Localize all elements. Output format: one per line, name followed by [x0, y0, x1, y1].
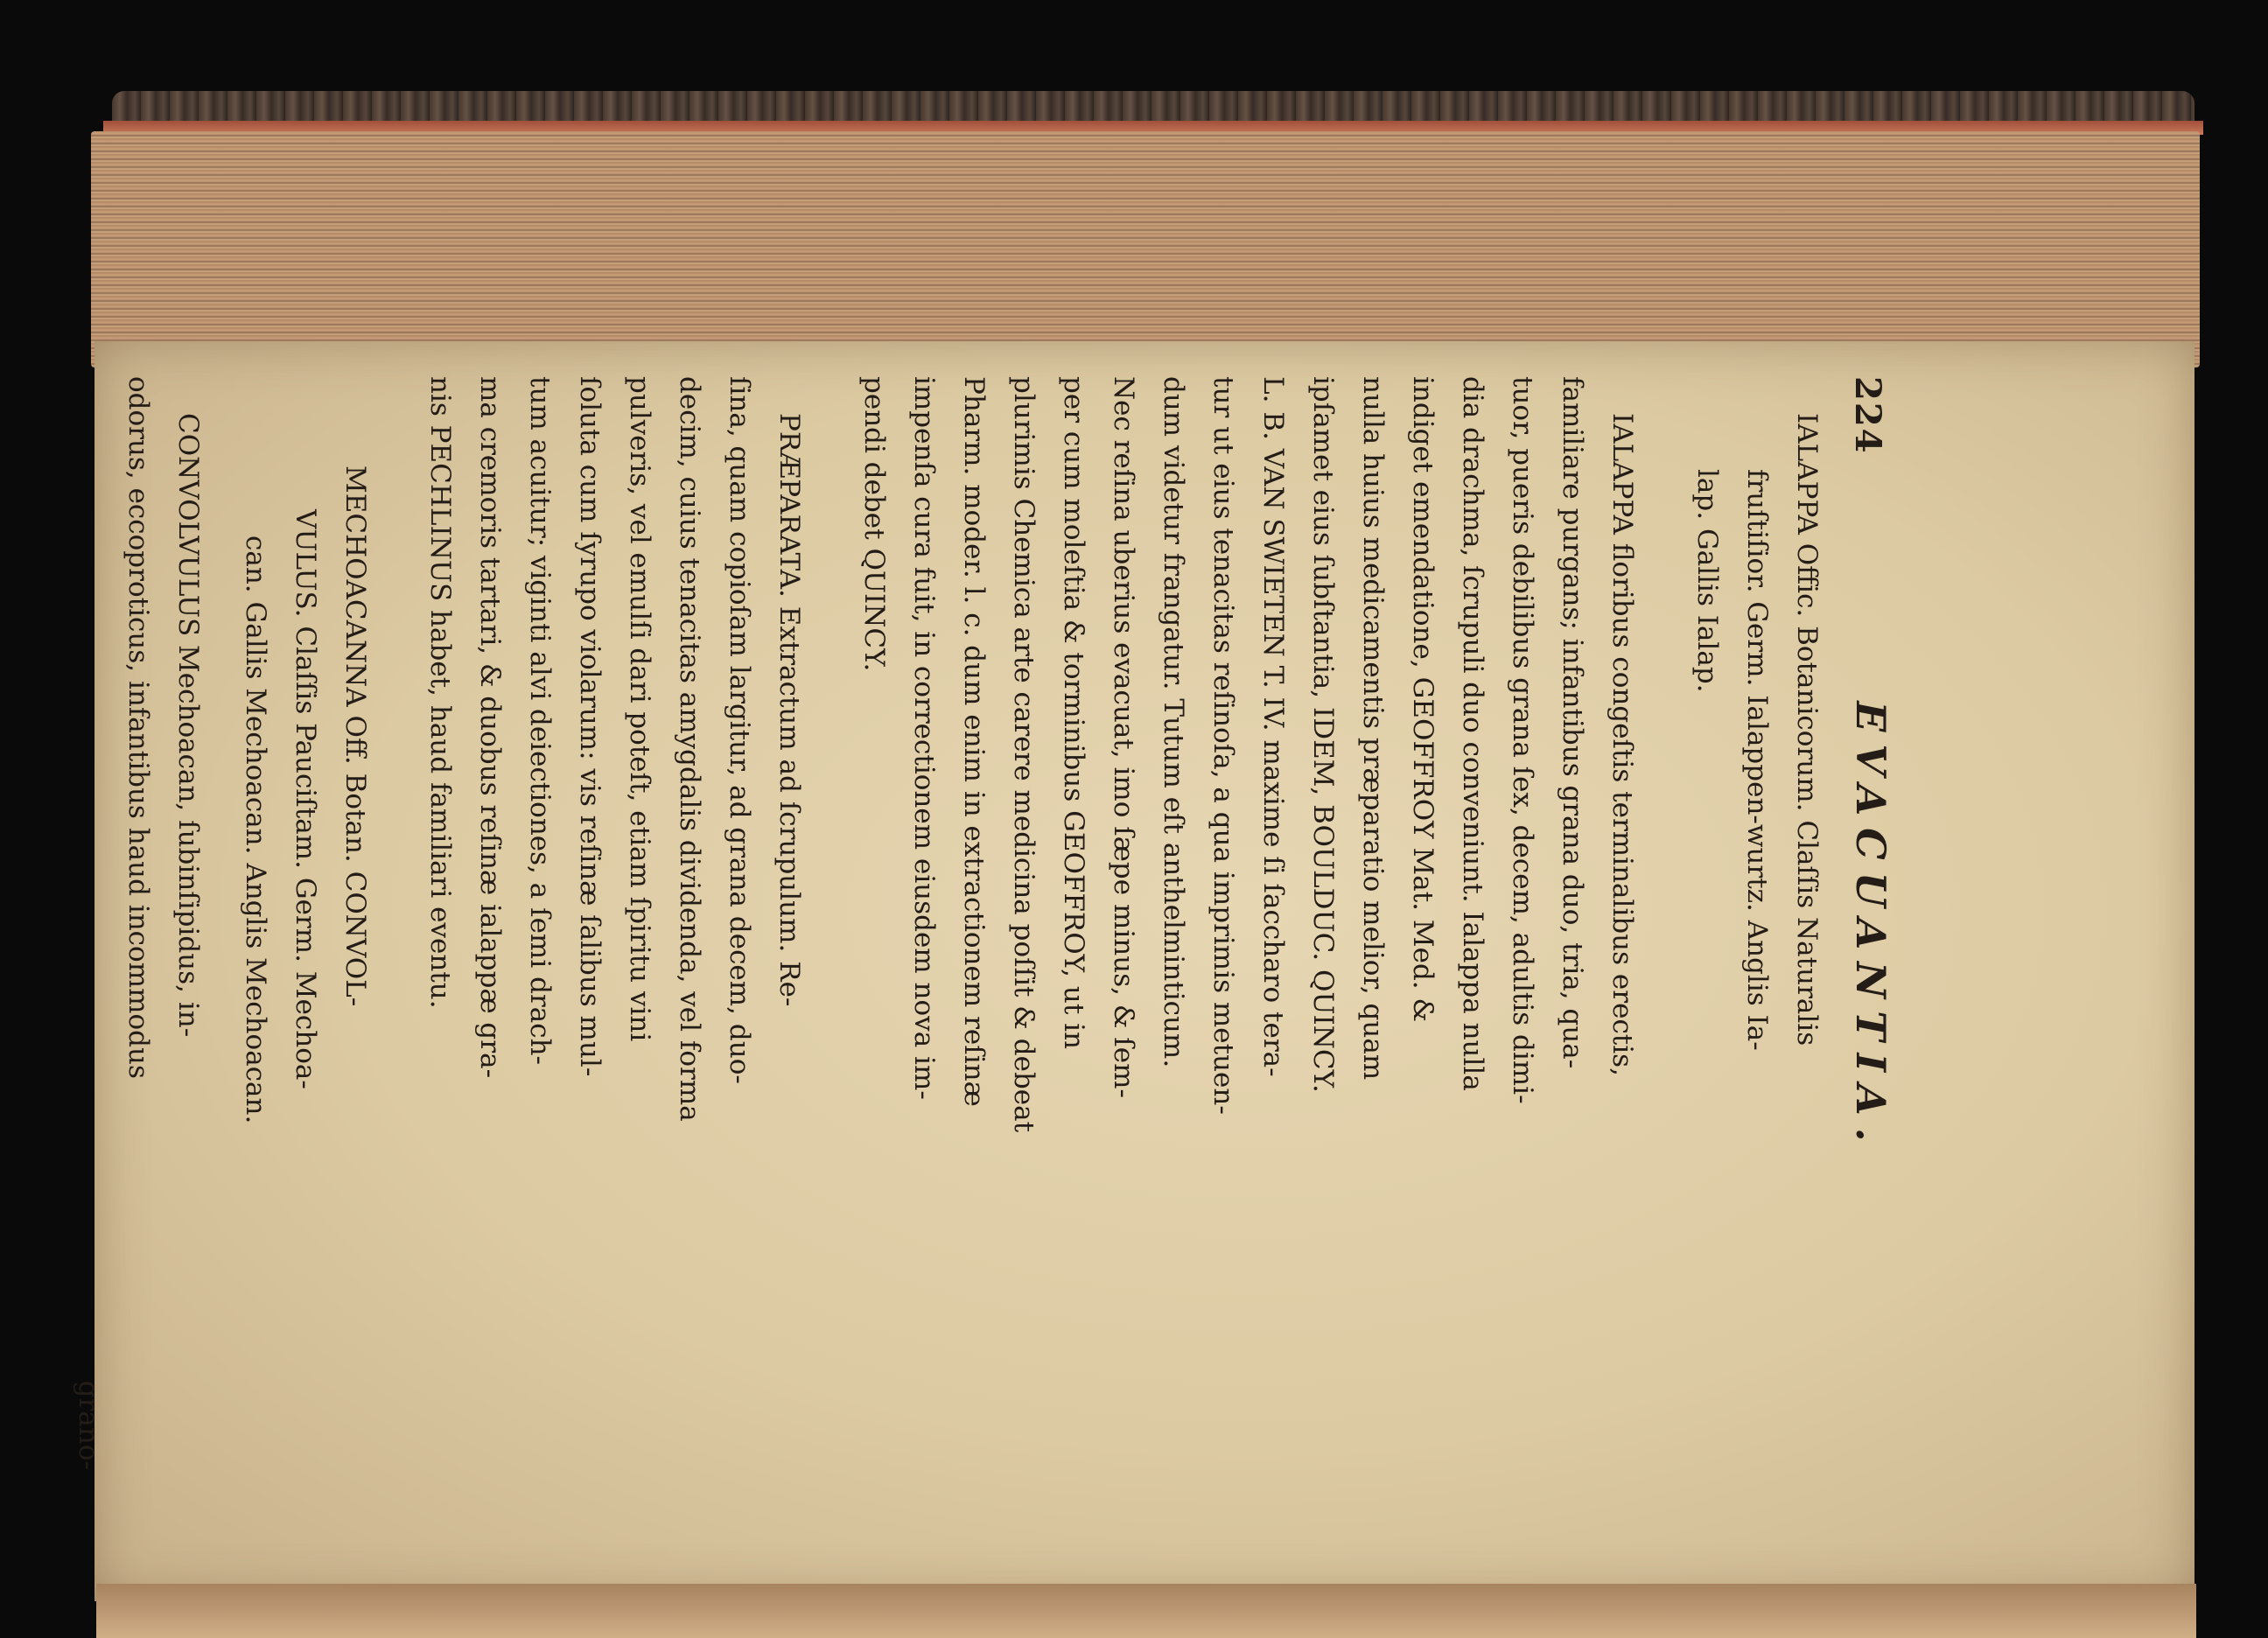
text-line: tuor, pueris debilibus grana ſex, decem, adultis dimi- [1507, 376, 1538, 1104]
text-line: IALAPPA floribus congeſtis terminalibus erectis, [1606, 413, 1638, 1076]
text-line: ipſamet eius ſubſtantia, IDEM, BOULDUC. QUINCY. [1307, 376, 1339, 1093]
text-line: per cum moleſtia & torminibus GEOFFROY, ut in [1058, 376, 1089, 1050]
entry-convolvulus [113, 376, 213, 1479]
text-line: ſina, quam copioſam largitur, ad grana decem, duo- [724, 376, 755, 1084]
page-number: 224 [1847, 376, 1888, 455]
page-stack-edge [91, 131, 2200, 368]
text-line: PRÆPARATA. Extractum ad ſcrupulum. Re- [774, 413, 805, 1007]
text-line: ma cremoris tartari, & duobus reſinæ ialappæ gra- [474, 376, 506, 1079]
text-line: impenſa cura fuit, in correctionem eiusdem nova im- [908, 376, 940, 1100]
text-line: VULUS. Claſſis Pauciſtam. Germ. Mechoa- [290, 509, 321, 1089]
text-line: nulla huius medicamentis præparatio melior, quam [1357, 376, 1389, 1081]
text-line: dum videtur frangatur. Tutum eſt anthelminticum. [1158, 376, 1189, 1068]
text-line: Nec reſina uberius evacuat, imo ſæpe minus, & ſem- [1108, 376, 1139, 1098]
text-line: L. B. VAN SWIETEN T. IV. maxime ſi ſaccharo tera- [1257, 376, 1289, 1077]
entry-mechoacanna [230, 376, 380, 1479]
text-line: plurimis Chemica arte carere medicina poſſit & debeat [1008, 376, 1040, 1133]
text-line: tum acuitur; viginti alvi deiectiones, a ſemi drach- [524, 376, 556, 1066]
text-line: lap. Gallis Ialap. [1691, 469, 1723, 693]
text-line: tur ut eius tenacitas reſinoſa, a qua imprimis metuen- [1208, 376, 1239, 1115]
text-line: MECHOACANNA Off. Botan. CONVOL- [340, 466, 371, 1007]
text-line: dia drachma, ſcrupuli duo conveniunt. Ialappa nulla [1457, 376, 1488, 1091]
text-line: IALAPPA Offic. Botanicorum. Claſſis Naturalis [1791, 413, 1823, 1046]
entry-ialappa-floribus [849, 376, 1647, 1479]
entry-praeparata [415, 376, 814, 1479]
text-line: CONVOLVULUS Mechoacan, ſubinſipidus, in- [172, 413, 204, 1038]
text-line: pulveris, vel emulſi dari poteſt, etiam ſpiritu vini [624, 376, 655, 1042]
text-line: can. Gallis Mechoacan. Anglis Mechoacan. [240, 536, 271, 1124]
facing-page-edge [96, 1584, 2196, 1638]
text-line: ſoluta cum ſyrupo violarum: vis reſinæ ſalibus mul- [574, 376, 606, 1077]
page-text-block [73, 376, 1910, 1479]
entry-ialappa-heading [1682, 376, 1831, 1479]
text-line: familiare purgans; infantibus grana duo, tria, qua- [1557, 376, 1588, 1069]
text-line: odorus, eccoproticus, infantibus haud incommodus [122, 376, 154, 1079]
text-line: Pharm. moder. l. c. dum enim in extractionem reſinæ [958, 376, 990, 1107]
text-line: fruſtiſior. Germ. Ialappen-wurtz. Anglis Ia- [1741, 469, 1773, 1051]
text-line: nis PECHLINUS habet, haud familiari eventu. [424, 376, 456, 1009]
running-head: EVACUANTIA. [1847, 701, 1895, 1154]
text-line: indiget emendatione, GEOFFROY Mat. Med. & [1407, 376, 1438, 1023]
text-line: pendi debet QUINCY. [858, 376, 890, 672]
text-line: decim, cuius tenacitas amygdalis dividenda, vel forma [674, 376, 705, 1122]
catchword: grano- [73, 1380, 104, 1470]
page-header [1831, 376, 1910, 1479]
